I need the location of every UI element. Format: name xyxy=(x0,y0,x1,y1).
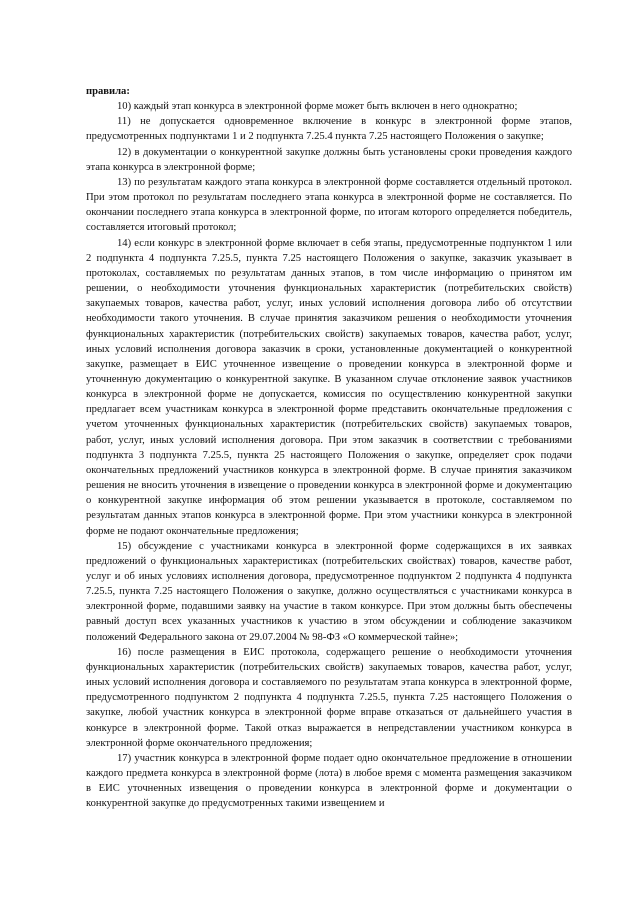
list-item-16: 16) после размещения в ЕИС протокола, содержащего решение о необходимости уточнения функциональных характеристик (потребительских свойств) закупаемых товаров, качества работ, услуг, иных условий исполнения договора и составляемого по результатам этапа конкурса в электронной форме, предусмотренного подпунктом 2 подпункта 4 подпункта 7.25.5, пункта 7.25 настоящего Положения о закупке, любой участник конкурса в электронной форме вправе отказаться от дальнейшего участия в конкурсе в электронной форме. Такой отказ выражается в непредставлении участником конкурса в электронной форме окончательного предложения; xyxy=(86,646,572,749)
list-item-10: 10) каждый этап конкурса в электронной форме может быть включен в него однократно; xyxy=(117,101,518,113)
document-body xyxy=(86,84,572,812)
section-lead: правила: xyxy=(86,86,130,97)
list-item-17: 17) участник конкурса в электронной форме подает одно окончательное предложение в отношении каждого предмета конкурса в электронной форме (лота) в любое время с момента размещения заказчиком в ЕИС уточненных извещения о проведении конкурса в электронной форме и документации о конкурентной закупке до предусмотренных такими извещением и xyxy=(86,752,572,810)
list-item-14: 14) если конкурс в электронной форме включает в себя этапы, предусмотренные подпунктом 1 или 2 подпункта 4 подпункта 7.25.5, пункта 7.25 настоящего Положения о закупке, заказчик указывает в протоколах, составляемых по результатам данных этапов, в том числе информацию о принятом им решении, о необходимости уточнения функциональных характеристик (потребительских свойств) закупаемых товаров, качества работ, услуг, иных условий исполнения договора либо об отсутствии необходимости такого уточнения. В случае принятия заказчиком решения о необходимости уточнения функциональных характеристик (потребительских свойств) закупаемых товаров, качества работ, услуг, иных условий исполнения договора заказчик в сроки, установленные документацией о конкурентной закупке, размещает в ЕИС уточненное извещение о проведении конкурса в электронной форме и уточненную документацию о конкурентной закупке. В указанном случае отклонение заявок участников конкурса в электронной форме не допускается, комиссия по осуществлению конкурентной закупки предлагает всем участникам конкурса в электронной форме представить окончательные предложения с учетом уточненных функциональных характеристик (потребительских свойств) закупаемых товаров, работ, услуг, иных условий исполнения договора. При этом заказчик в соответствии с требованиями подпункта 3 подпункта 7.25.5, пункта 25 настоящего Положения о закупке, определяет срок подачи окончательных предложений участников конкурса в электронной форме. В случае принятия заказчиком решения не вносить уточнения в извещение о проведении конкурса в электронной форме и документацию о конкурентной закупке информация об этом решении указывается в протоколе, составляемом по результатам данных этапов конкурса в электронной форме. При этом участники конкурса в электронной форме не подают окончательные предложения; xyxy=(86,237,572,537)
list-item-15: 15) обсуждение с участниками конкурса в электронной форме содержащихся в их заявках предложений о функциональных характеристиках (потребительских свойствах) товаров, качестве работ, услуг и об иных условиях исполнения договора, предусмотренное подпунктом 2 подпункта 4 подпункта 7.25.5, пункта 7.25 настоящего Положения о закупке, должно осуществляться с участниками конкурса в электронной форме, подавшими заявку на участие в таком конкурсе. При этом должны быть обеспечены равный доступ всех указанных участников к участию в этом обсуждении и соблюдение заказчиком положений Федерального закона от 29.07.2004 № 98-ФЗ «О коммерческой тайне»; xyxy=(86,540,572,643)
list-item-11: 11) не допускается одновременное включение в конкурс в электронной форме этапов, предусмотренных подпунктами 1 и 2 подпункта 7.25.4 пункта 7.25 настоящего Положения о закупке; xyxy=(86,116,572,143)
list-item-13: 13) по результатам каждого этапа конкурса в электронной форме составляется отдельный протокол. При этом протокол по результатам последнего этапа конкурса в электронной форме не составляется. По окончании последнего этапа конкурса в электронной форме, по итогам которого определяется победитель, составляется итоговый протокол; xyxy=(86,176,572,234)
list-item-12: 12) в документации о конкурентной закупке должны быть установлены сроки проведения каждого этапа конкурса в электронной форме; xyxy=(86,146,572,173)
